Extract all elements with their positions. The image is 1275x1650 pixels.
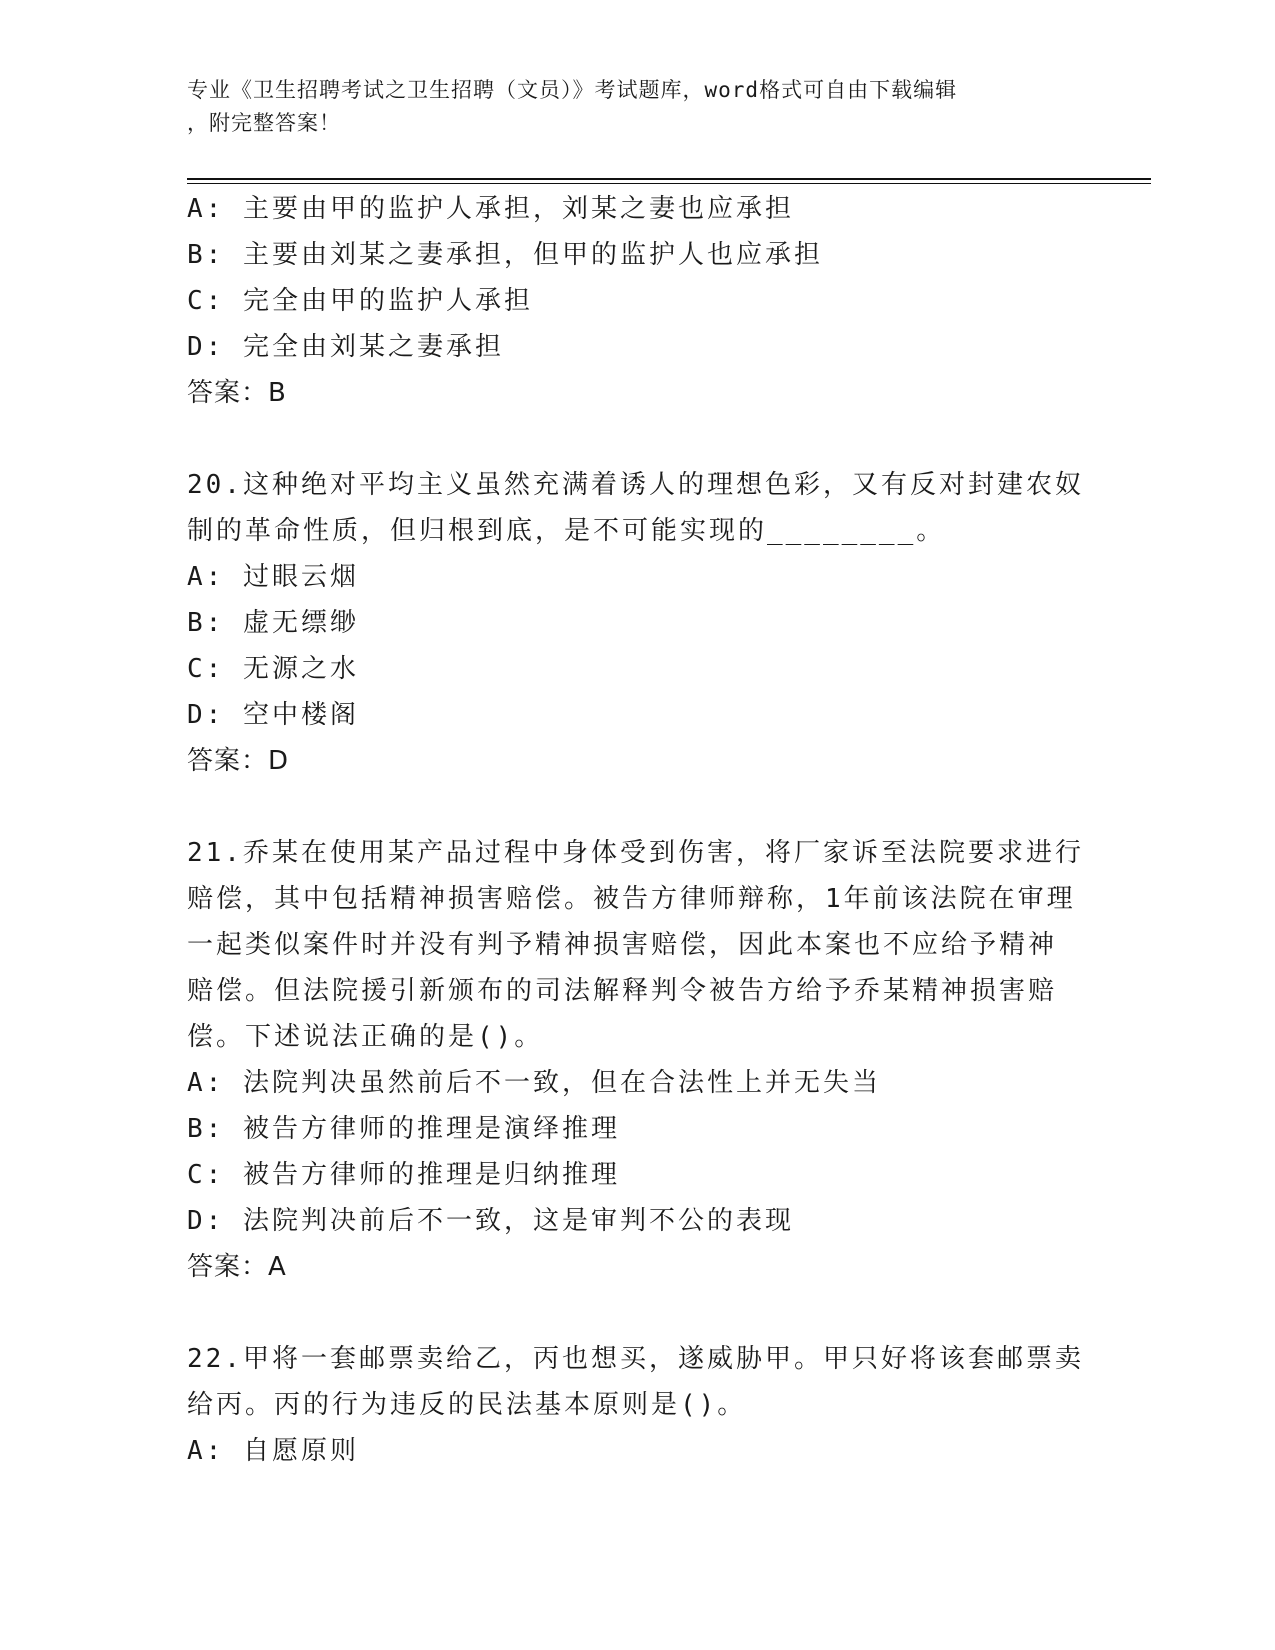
answer-line: 答案：D (187, 746, 290, 776)
question-line: 偿。下述说法正确的是()。 (187, 1022, 544, 1052)
header-divider (187, 178, 1151, 184)
option-c: C: 完全由甲的监护人承担 (187, 286, 533, 316)
option-a: A: 过眼云烟 (187, 562, 359, 592)
question-line: 20.这种绝对平均主义虽然充满着诱人的理想色彩，又有反对封建农奴 (187, 470, 1084, 500)
option-c: C: 无源之水 (187, 654, 359, 684)
question-22 (187, 1336, 1087, 1474)
spacer (187, 784, 1087, 830)
question-line: 一起类似案件时并没有判予精神损害赔偿，因此本案也不应给予精神 (187, 930, 1058, 960)
question-21 (187, 830, 1087, 1290)
option-b: B: 虚无缥缈 (187, 608, 359, 638)
question-line: 赔偿，其中包括精神损害赔偿。被告方律师辩称，1年前该法院在审理 (187, 884, 1076, 914)
option-b: B: 主要由刘某之妻承担，但甲的监护人也应承担 (187, 240, 823, 270)
option-a: A: 主要由甲的监护人承担，刘某之妻也应承担 (187, 194, 794, 224)
option-d: D: 法院判决前后不一致，这是审判不公的表现 (187, 1206, 794, 1236)
document-header (187, 74, 1067, 140)
question-20 (187, 462, 1087, 784)
header-line: ，附完整答案！ (187, 111, 341, 135)
option-b: B: 被告方律师的推理是演绎推理 (187, 1114, 620, 1144)
question-19 (187, 186, 1087, 416)
spacer (187, 416, 1087, 462)
option-a: A: 法院判决虽然前后不一致，但在合法性上并无失当 (187, 1068, 881, 1098)
option-a: A: 自愿原则 (187, 1436, 359, 1466)
option-c: C: 被告方律师的推理是归纳推理 (187, 1160, 620, 1190)
answer-line: 答案：B (187, 378, 287, 408)
spacer (187, 1290, 1087, 1336)
header-line: 专业《卫生招聘考试之卫生招聘（文员）》考试题库，word格式可自由下载编辑 (187, 78, 958, 102)
document-body (187, 186, 1087, 1474)
question-line: 给丙。丙的行为违反的民法基本原则是()。 (187, 1390, 747, 1420)
answer-line: 答案：A (187, 1252, 287, 1282)
question-line: 21.乔某在使用某产品过程中身体受到伤害，将厂家诉至法院要求进行 (187, 838, 1084, 868)
question-line: 赔偿。但法院援引新颁布的司法解释判令被告方给予乔某精神损害赔 (187, 976, 1058, 1006)
question-line: 22.甲将一套邮票卖给乙，丙也想买，遂威胁甲。甲只好将该套邮票卖 (187, 1344, 1084, 1374)
question-line: 制的革命性质，但归根到底，是不可能实现的________。 (187, 516, 946, 546)
option-d: D: 完全由刘某之妻承担 (187, 332, 504, 362)
option-d: D: 空中楼阁 (187, 700, 359, 730)
